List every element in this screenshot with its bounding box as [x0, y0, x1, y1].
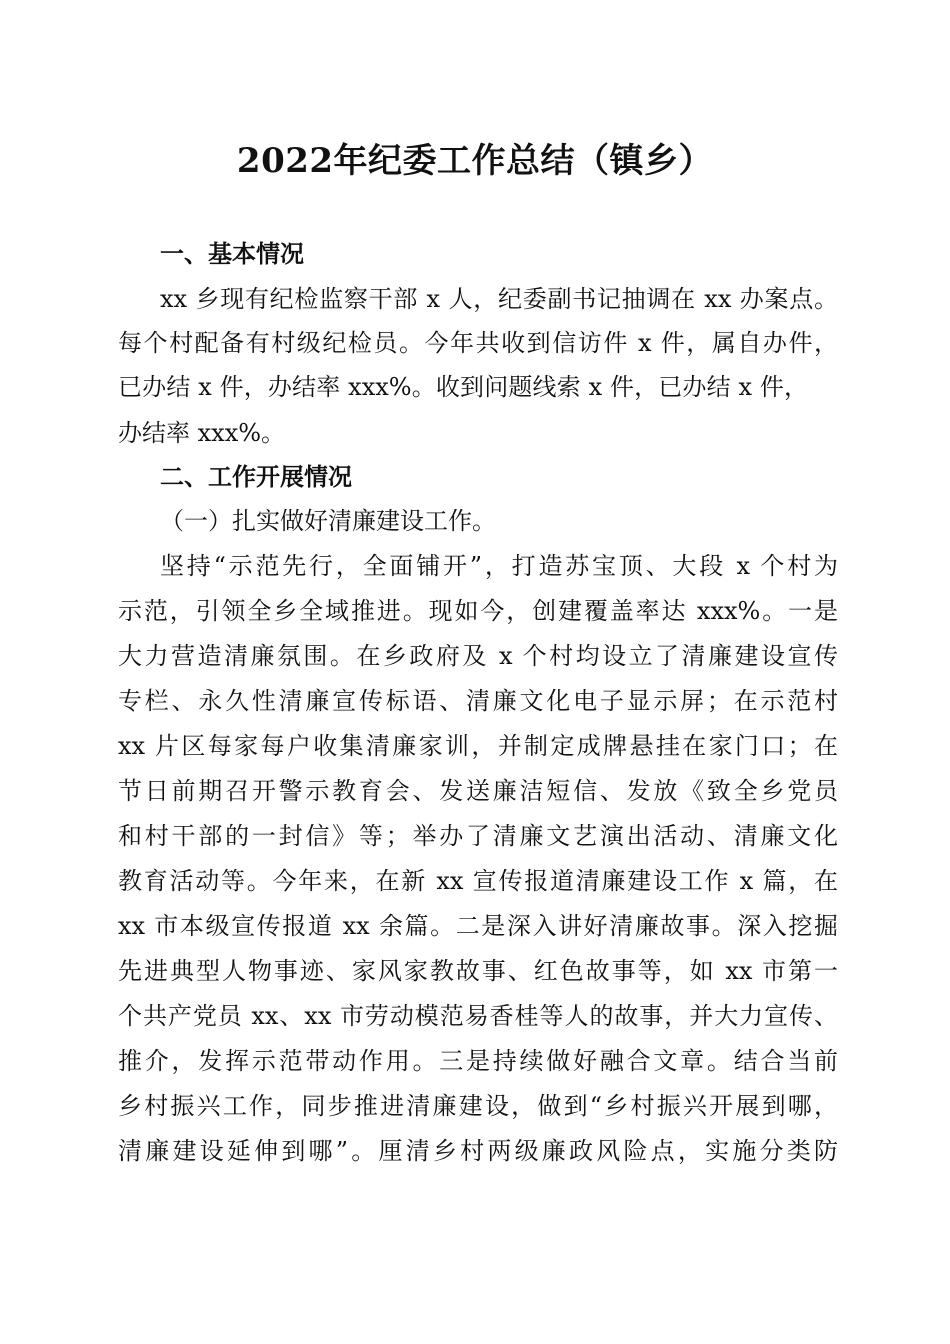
paragraph-line: xx 市本级宣传报道 xx 余篇。二是深入讲好清廉故事。深入挖掘 — [118, 912, 838, 940]
paragraph-line: 示范，引领全乡全域推进。现如今，创建覆盖率达 xxx%。一是 — [118, 597, 838, 625]
paragraph-line: 个共产党员 xx、xx 市劳动模范易香桂等人的故事，并大力宣传、 — [118, 1002, 838, 1030]
paragraph-line: 和村干部的一封信》等；举办了清廉文艺演出活动、清廉文化 — [118, 822, 838, 850]
document-title: 2022年纪委工作总结（镇乡） — [236, 141, 714, 181]
paragraph-line: 坚持“示范先行，全面铺开”，打造苏宝顶、大段 x 个村为 — [160, 552, 838, 580]
paragraph-line: 节日前期召开警示教育会、发送廉洁短信、发放《致全乡党员 — [118, 777, 838, 805]
paragraph-line: xx 乡现有纪检监察干部 x 人，纪委副书记抽调在 xx 办案点。 — [160, 285, 838, 313]
paragraph-line: 已办结 x 件，办结率 xxx%。收到问题线索 x 件，已办结 x 件， — [118, 373, 808, 401]
paragraph-line: 先进典型人物事迹、家风家教故事、红色故事等，如 xx 市第一 — [118, 957, 838, 985]
paragraph-line: 教育活动等。今年来，在新 xx 宣传报道清廉建设工作 x 篇，在 — [118, 867, 838, 895]
section-heading-work-progress: 二、工作开展情况 — [160, 463, 352, 491]
paragraph-line: 大力营造清廉氛围。在乡政府及 x 个村均设立了清廉建设宣传 — [118, 642, 838, 670]
paragraph-line: 每个村配备有村级纪检员。今年共收到信访件 x 件，属自办件， — [118, 329, 838, 357]
paragraph-line: 专栏、永久性清廉宣传标语、清廉文化电子显示屏；在示范村 — [118, 687, 838, 715]
paragraph-line: 办结率 xxx%。 — [118, 419, 286, 447]
section-heading-basic-situation: 一、基本情况 — [160, 240, 304, 268]
paragraph-line: 乡村振兴工作，同步推进清廉建设，做到“乡村振兴开展到哪， — [118, 1092, 838, 1120]
paragraph-line: 推介，发挥示范带动作用。三是持续做好融合文章。结合当前 — [118, 1047, 838, 1075]
subsection-heading: （一）扎实做好清廉建设工作。 — [160, 507, 496, 535]
paragraph-line: xx 片区每家每户收集清廉家训，并制定成牌悬挂在家门口；在 — [118, 732, 838, 760]
paragraph-line: 清廉建设延伸到哪”。厘清乡村两级廉政风险点，实施分类防 — [118, 1137, 838, 1165]
